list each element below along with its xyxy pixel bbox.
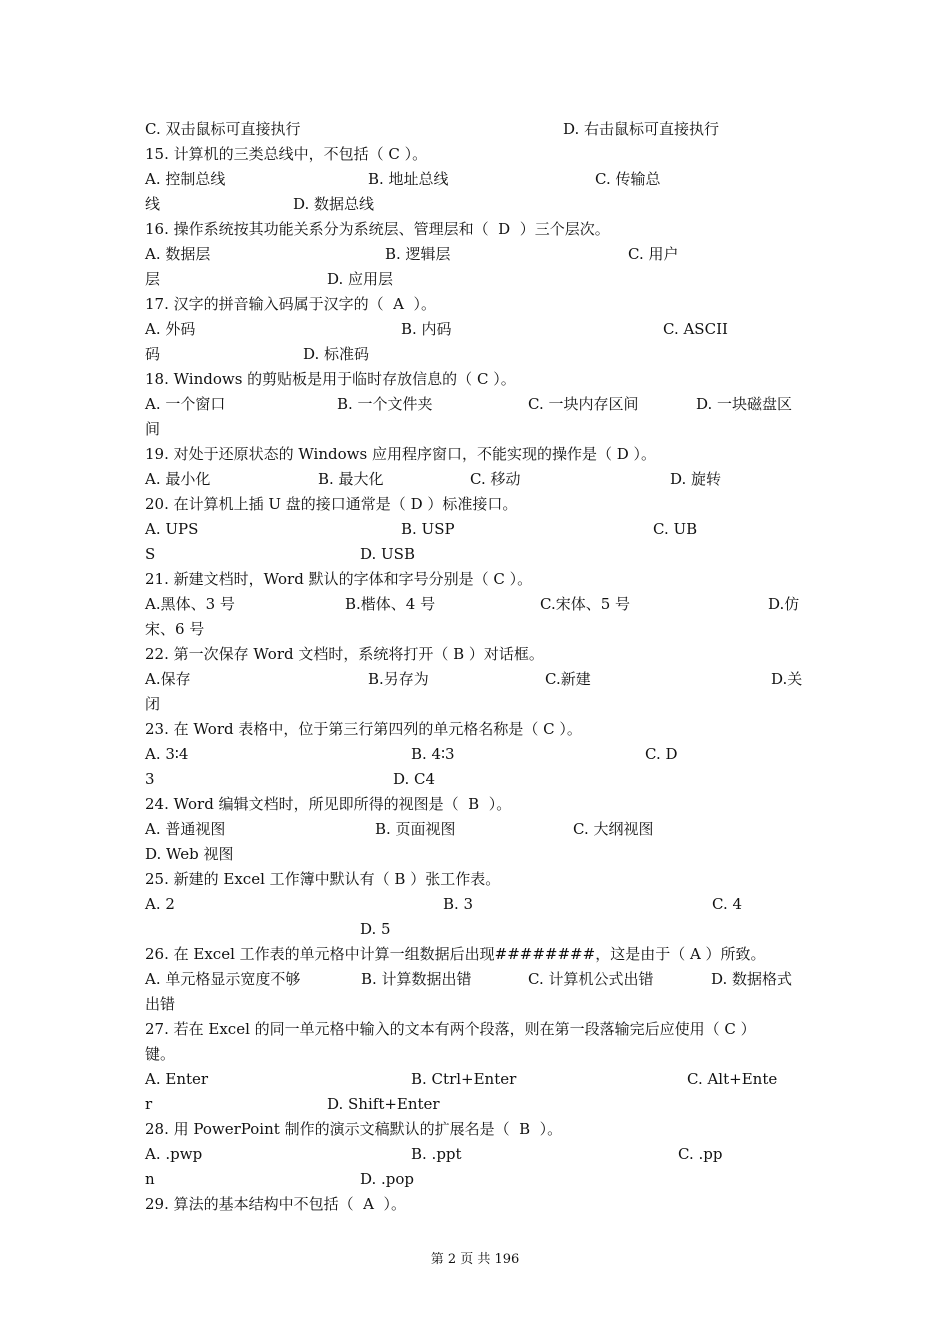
line-segment: D. C4 <box>393 770 436 788</box>
text-line <box>145 292 810 317</box>
line-segment: A. UPS <box>145 520 199 538</box>
text-line <box>145 592 810 617</box>
line-segment: B. 地址总线 <box>368 170 449 188</box>
text-line <box>145 342 810 367</box>
text-line <box>145 992 810 1017</box>
text-line <box>145 892 810 917</box>
line-text: 闭 <box>145 695 161 713</box>
line-segment: A. 数据层 <box>145 245 211 263</box>
line-segment: D. USB <box>360 545 415 563</box>
line-text: 键。 <box>145 1045 176 1063</box>
line-segment: D. 一块磁盘区 <box>696 395 793 413</box>
line-segment: C.新建 <box>545 670 591 688</box>
line-segment: B. 3 <box>443 895 474 913</box>
line-segment: C. 用户 <box>628 245 679 263</box>
line-text: 27. 若在 Excel 的同一单元格中输入的文本有两个段落，则在第一段落输完后应使用（ C ） <box>145 1020 756 1038</box>
line-segment: D. 右击鼠标可直接执行 <box>563 120 720 138</box>
line-segment: B. USP <box>401 520 455 538</box>
text-line <box>145 942 810 967</box>
line-text: 26. 在 Excel 工作表的单元格中计算一组数据后出现########，这是由于（ A ）所致。 <box>145 945 766 963</box>
line-segment: A. Enter <box>145 1070 209 1088</box>
line-segment: A. 最小化 <box>145 470 211 488</box>
line-segment: S <box>145 545 156 563</box>
text-line <box>145 267 810 292</box>
line-segment: D. 旋转 <box>670 470 722 488</box>
text-line <box>145 517 810 542</box>
line-segment: C. 4 <box>712 895 743 913</box>
line-segment: C. 双击鼠标可直接执行 <box>145 120 301 138</box>
line-text: 19. 对处于还原状态的 Windows 应用程序窗口，不能实现的操作是（ D ）。 <box>145 445 657 463</box>
line-segment: D. 标准码 <box>303 345 370 363</box>
text-line <box>145 842 810 867</box>
line-segment: C. 移动 <box>470 470 521 488</box>
line-text: D. 5 <box>360 920 391 938</box>
line-segment: C. 一块内存区间 <box>528 395 639 413</box>
line-segment: A. 控制总线 <box>145 170 226 188</box>
text-line <box>145 742 810 767</box>
text-line <box>145 167 810 192</box>
text-line <box>145 667 810 692</box>
line-text: 15. 计算机的三类总线中，不包括（ C ）。 <box>145 145 428 163</box>
line-text: 20. 在计算机上插 U 盘的接口通常是（ D ）标准接口。 <box>145 495 518 513</box>
line-segment: A. 单元格显示宽度不够 <box>145 970 301 988</box>
text-line <box>145 1092 810 1117</box>
line-segment: C. ASCII <box>663 320 728 338</box>
line-text: 25. 新建的 Excel 工作簿中默认有（ B ）张工作表。 <box>145 870 501 888</box>
line-segment: C. .pp <box>678 1145 723 1163</box>
text-line <box>145 442 810 467</box>
line-text: 16. 操作系统按其功能关系分为系统层、管理层和（ D ）三个层次。 <box>145 220 610 238</box>
text-line <box>145 492 810 517</box>
line-segment: B. 逻辑层 <box>385 245 451 263</box>
text-line <box>145 1042 810 1067</box>
text-line <box>145 967 810 992</box>
line-segment: A. 2 <box>145 895 175 913</box>
line-segment: A. 3∶4 <box>145 745 189 763</box>
text-line <box>145 242 810 267</box>
line-segment: A.黑体、3 号 <box>145 595 235 613</box>
line-text: 24. Word 编辑文档时，所见即所得的视图是（ B ）。 <box>145 795 512 813</box>
line-text: 间 <box>145 420 161 438</box>
text-line <box>145 717 810 742</box>
text-line <box>145 1192 810 1217</box>
line-segment: B. .ppt <box>411 1145 462 1163</box>
text-line <box>145 392 810 417</box>
line-segment: 3 <box>145 770 155 788</box>
text-line <box>145 367 810 392</box>
line-segment: D.关 <box>771 670 803 688</box>
line-segment: B.另存为 <box>368 670 429 688</box>
line-segment: C.宋体、5 号 <box>540 595 631 613</box>
line-segment: D. 应用层 <box>327 270 394 288</box>
line-segment: B. 一个文件夹 <box>337 395 433 413</box>
line-text: 28. 用 PowerPoint 制作的演示文稿默认的扩展名是（ B ）。 <box>145 1120 563 1138</box>
text-line <box>145 1017 810 1042</box>
line-segment: 线 <box>145 195 161 213</box>
text-line <box>145 617 810 642</box>
text-line <box>145 1167 810 1192</box>
line-segment: A.保存 <box>145 670 191 688</box>
line-segment: C. UB <box>653 520 698 538</box>
line-segment: r <box>145 1095 153 1113</box>
text-line <box>145 792 810 817</box>
line-segment: A. 外码 <box>145 320 196 338</box>
line-text: 出错 <box>145 995 176 1013</box>
line-segment: B. Ctrl+Enter <box>411 1070 517 1088</box>
text-line <box>145 567 810 592</box>
text-line <box>145 817 810 842</box>
text-line <box>145 1142 810 1167</box>
text-line <box>145 692 810 717</box>
line-text: 29. 算法的基本结构中不包括（ A ）。 <box>145 1195 407 1213</box>
line-text: 22. 第一次保存 Word 文档时，系统将打开（ B ）对话框。 <box>145 645 544 663</box>
line-segment: C. D <box>645 745 678 763</box>
line-segment: D. Shift+Enter <box>327 1095 440 1113</box>
line-segment: C. 大纲视图 <box>573 820 654 838</box>
text-line <box>145 192 810 217</box>
line-segment: n <box>145 1170 155 1188</box>
line-segment: D. 数据格式 <box>711 970 793 988</box>
line-text: 18. Windows 的剪贴板是用于临时存放信息的（ C ）。 <box>145 370 516 388</box>
text-line <box>145 217 810 242</box>
line-segment: D.仿 <box>768 595 800 613</box>
text-line <box>145 867 810 892</box>
line-segment: D. 数据总线 <box>293 195 375 213</box>
line-segment: B. 计算数据出错 <box>361 970 472 988</box>
text-line <box>145 1067 810 1092</box>
line-segment: 码 <box>145 345 161 363</box>
line-segment: B. 最大化 <box>318 470 384 488</box>
text-line <box>145 542 810 567</box>
line-text: 21. 新建文档时，Word 默认的字体和字号分别是（ C ）。 <box>145 570 533 588</box>
line-segment: A. 普通视图 <box>145 820 226 838</box>
line-segment: B. 内码 <box>401 320 452 338</box>
line-text: D. Web 视图 <box>145 845 234 863</box>
line-text: 宋、6 号 <box>145 620 205 638</box>
line-segment: C. 传输总 <box>595 170 661 188</box>
text-line <box>145 1117 810 1142</box>
text-line <box>145 117 810 142</box>
text-line <box>145 417 810 442</box>
page-footer: 第 2 页 共 196 <box>430 1252 520 1267</box>
line-segment: B.楷体、4 号 <box>345 595 436 613</box>
line-segment: B. 页面视图 <box>375 820 456 838</box>
text-line <box>145 317 810 342</box>
line-segment: A. 一个窗口 <box>145 395 226 413</box>
line-segment: B. 4∶3 <box>411 745 455 763</box>
line-segment: D. .pop <box>360 1170 415 1188</box>
line-segment: A. .pwp <box>145 1145 203 1163</box>
text-line <box>145 767 810 792</box>
line-text: 17. 汉字的拼音输入码属于汉字的（ A ）。 <box>145 295 437 313</box>
line-segment: C. 计算机公式出错 <box>528 970 654 988</box>
line-segment: 层 <box>145 270 161 288</box>
text-line <box>145 642 810 667</box>
line-text: 23. 在 Word 表格中，位于第三行第四列的单元格名称是（ C ）。 <box>145 720 582 738</box>
text-line <box>145 917 810 942</box>
text-line <box>145 467 810 492</box>
line-segment: C. Alt+Ente <box>687 1070 778 1088</box>
text-line <box>145 142 810 167</box>
